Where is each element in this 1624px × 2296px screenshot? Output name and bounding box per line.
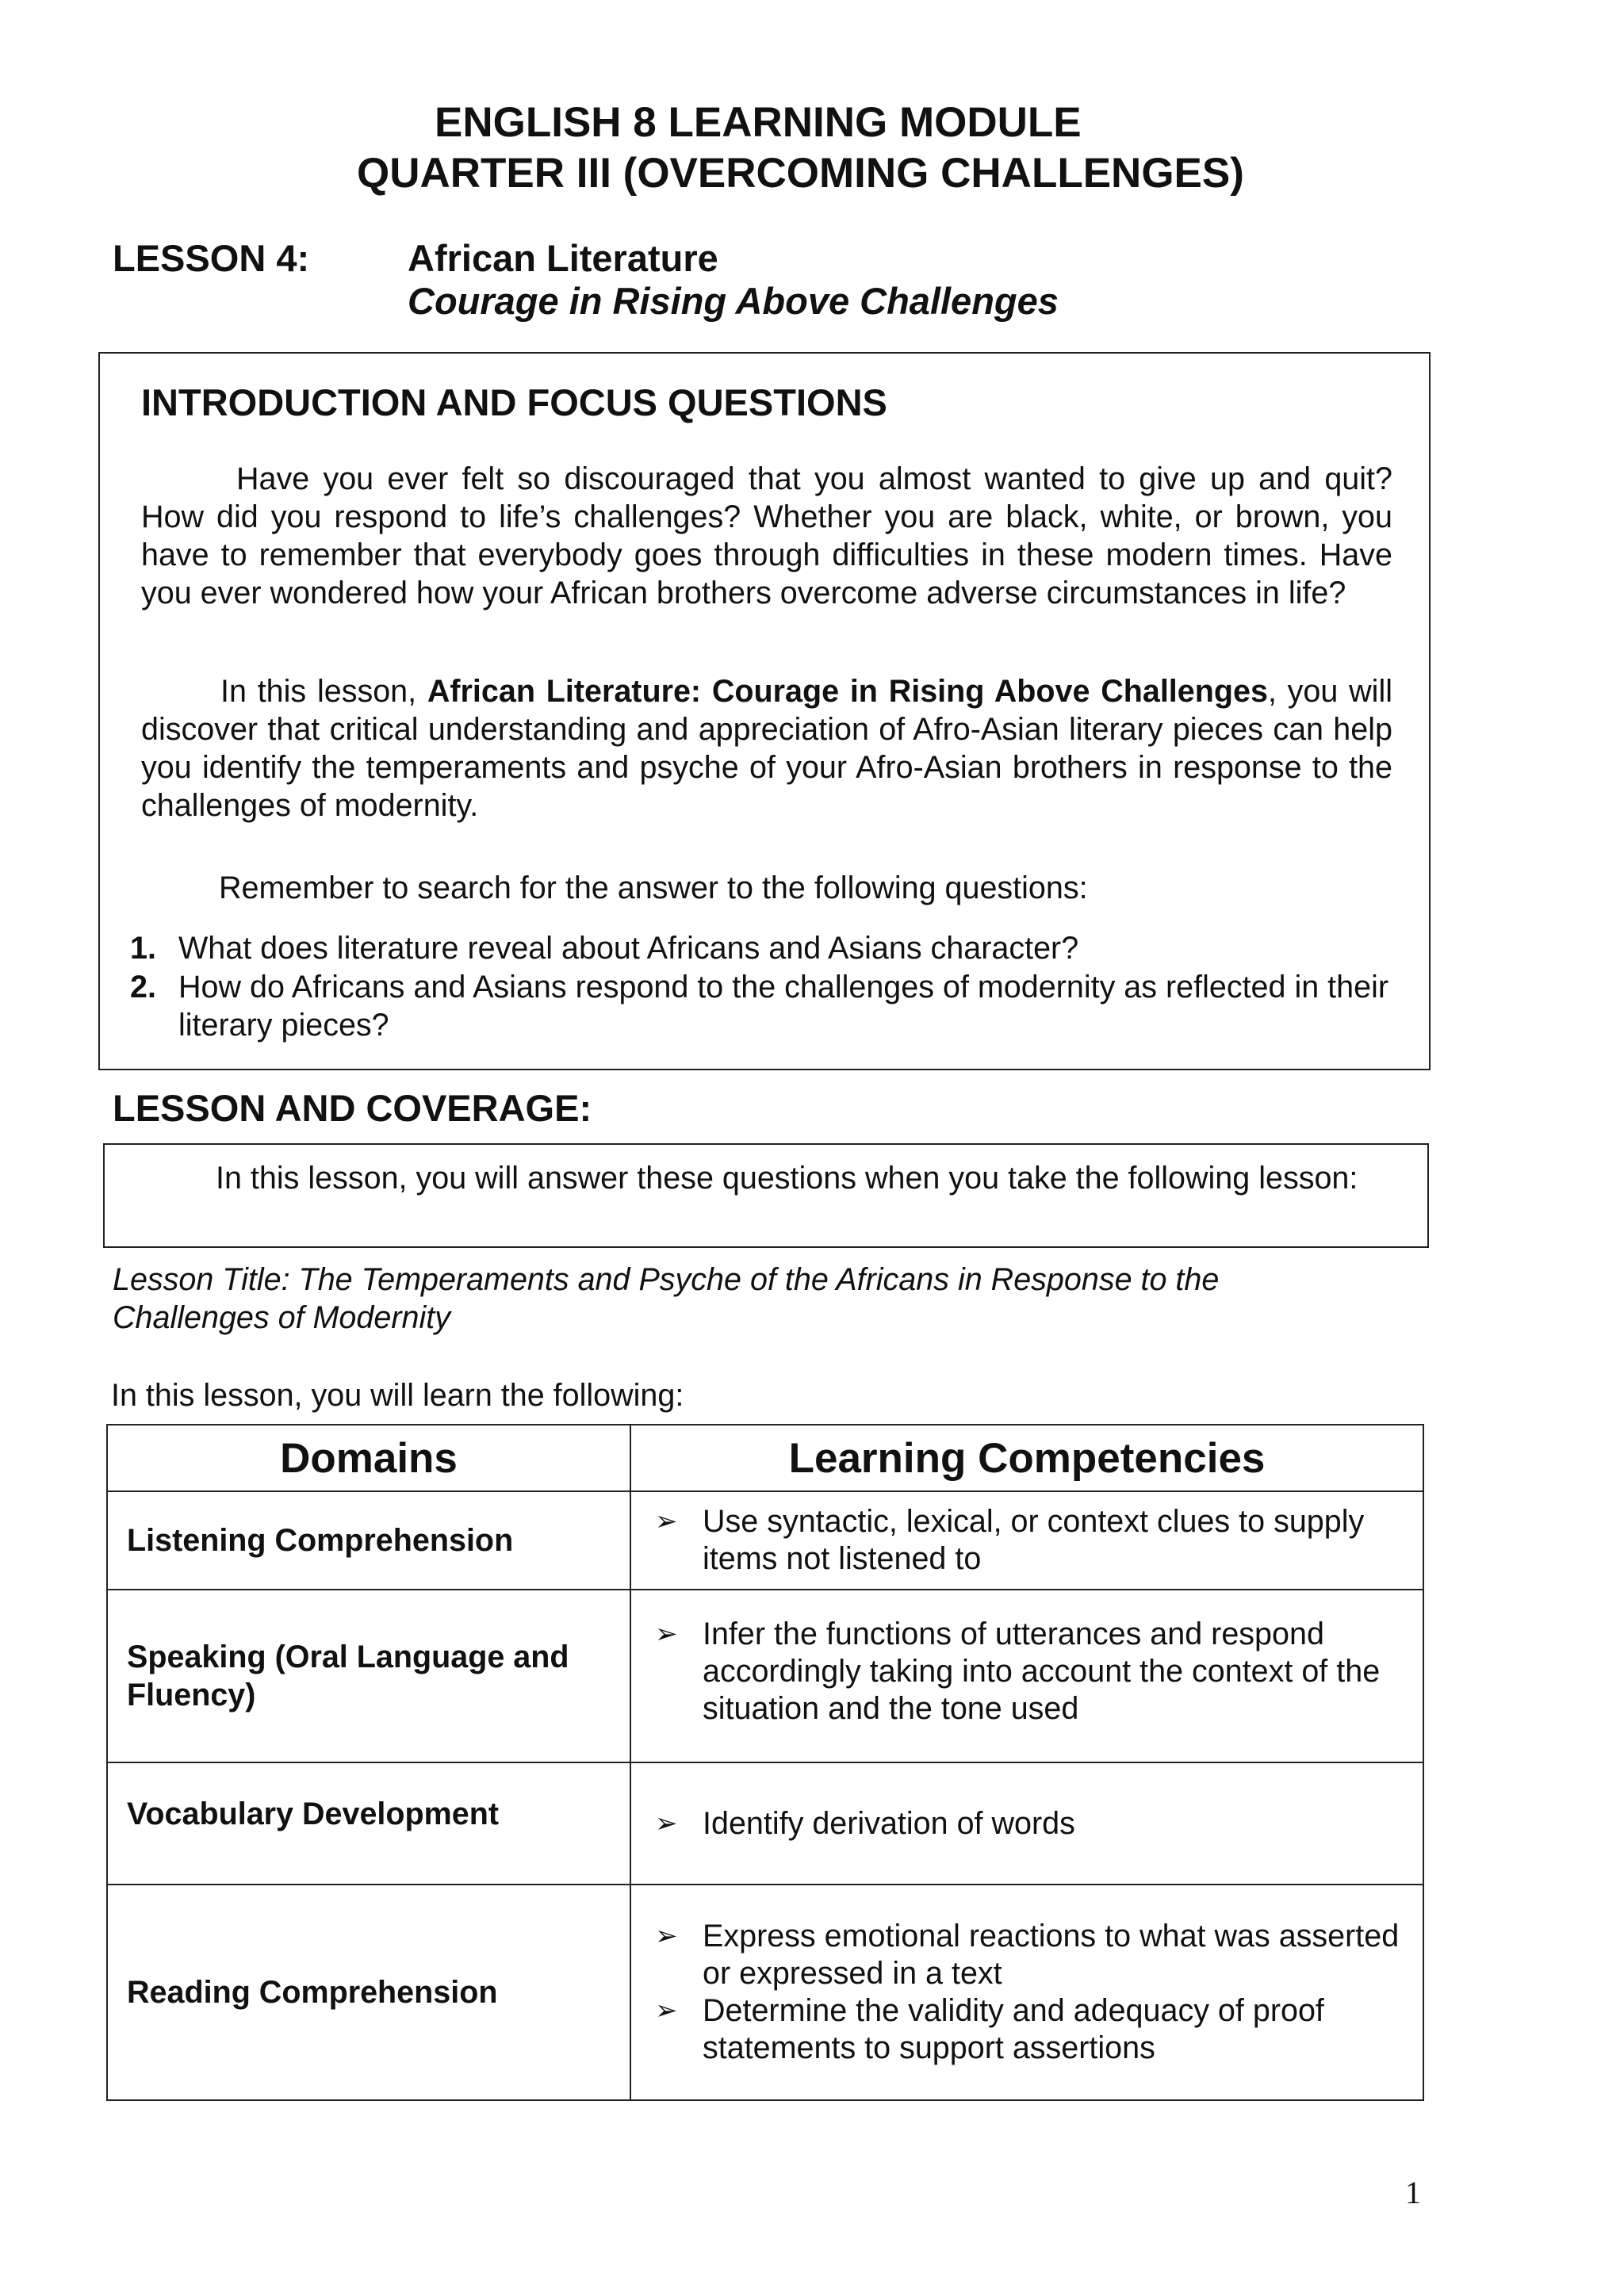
coverage-box [103, 1143, 1429, 1248]
competency-text: Use syntactic, lexical, or context clues to supply items not listened to [703, 1504, 1365, 1576]
intro-paragraph-1-text: Have you ever felt so discouraged that you almost wanted to give up and quit? How did you respond to life’s challenges? Whether you are black, white, or brown, you have to remember that everybody goes through difficulties in these modern times. Have you ever wondered how your African brothers overcome adverse circumstances in life? [141, 461, 1392, 610]
question-number: 1. [130, 931, 156, 966]
intro-paragraph-2-prefix: In this lesson, [220, 674, 427, 709]
column-header-competencies: Learning Competencies [630, 1425, 1423, 1491]
introduction-box [98, 352, 1431, 1070]
arrow-bullet-icon: ➢ [655, 1807, 678, 1839]
focus-question [130, 968, 1399, 1047]
intro-paragraph-1 [141, 460, 1392, 612]
arrow-bullet-icon: ➢ [655, 1618, 678, 1650]
coverage-box-text [119, 1159, 1404, 1197]
intro-paragraph-2-suffix: , you will discover that critical understanding and appreciation of Afro-Asian literary pieces can help you identify the temperaments and psyche of your Afro-Asian brothers in response to the challenges of modernity. [141, 674, 1392, 823]
domain-cell: Vocabulary Development [107, 1762, 630, 1885]
arrow-bullet-icon: ➢ [655, 1506, 678, 1537]
table-row [107, 1590, 1423, 1762]
lesson-label: LESSON 4: [113, 237, 310, 279]
column-header-domains: Domains [107, 1425, 630, 1491]
intro-heading: INTRODUCTION AND FOCUS QUESTIONS [141, 381, 887, 423]
lesson-title-line-2: Challenges of Modernity [113, 1300, 450, 1335]
learn-line: In this lesson, you will learn the following: [111, 1378, 684, 1413]
competency-cell [630, 1590, 1423, 1762]
question-text: How do Africans and Asians respond to the challenges of modernity as reflected in their literary pieces? [178, 970, 1389, 1043]
arrow-bullet-icon: ➢ [655, 1995, 678, 2026]
question-number: 2. [130, 970, 156, 1004]
page-number: 1 [1405, 2175, 1421, 2210]
intro-paragraph-2 [141, 672, 1392, 825]
competency-cell [630, 1491, 1423, 1590]
competency-text: Determine the validity and adequacy of proof statements to support assertions [703, 1993, 1324, 2065]
arrow-bullet-icon: ➢ [655, 1920, 678, 1952]
question-text: What does literature reveal about Africans and Asians character? [178, 931, 1079, 966]
domain-cell: Reading Comprehension [107, 1885, 630, 2100]
competency-item [655, 1918, 1404, 1992]
competency-item [655, 1992, 1404, 2067]
intro-paragraph-2-bold: African Literature: Courage in Rising Above Challenges [427, 674, 1268, 709]
lesson-topic: African Literature [408, 237, 718, 279]
focus-question [130, 929, 1399, 967]
competency-item [655, 1503, 1404, 1578]
quarter-title: QUARTER III (OVERCOMING CHALLENGES) [357, 150, 1244, 197]
coverage-heading: LESSON AND COVERAGE: [113, 1087, 592, 1129]
module-title: ENGLISH 8 LEARNING MODULE [435, 99, 1082, 146]
competency-text: Infer the functions of utterances and respond accordingly taking into account the context of the situation and the tone used [703, 1617, 1381, 1726]
competencies-table [106, 1424, 1424, 2101]
table-row [107, 1885, 1423, 2100]
competency-cell [630, 1762, 1423, 1885]
competency-cell [630, 1885, 1423, 2100]
lesson-title-line-1: Lesson Title: The Temperaments and Psyche of the Africans in Response to the [113, 1262, 1220, 1297]
lesson-subtitle: Courage in Rising Above Challenges [408, 280, 1059, 322]
competency-text: Express emotional reactions to what was asserted or expressed in a text [703, 1919, 1400, 1991]
domain-cell: Listening Comprehension [107, 1491, 630, 1590]
table-header-row [107, 1425, 1423, 1491]
remember-line: Remember to search for the answer to the following questions: [219, 871, 1088, 905]
table-row [107, 1491, 1423, 1590]
competency-item [655, 1616, 1404, 1728]
table-row [107, 1762, 1423, 1885]
competency-text: Identify derivation of words [703, 1805, 1075, 1841]
competency-item [655, 1805, 1404, 1843]
coverage-box-text-body: In this lesson, you will answer these questions when you take the following lesson: [216, 1161, 1358, 1196]
domain-cell: Speaking (Oral Language and Fluency) [107, 1590, 630, 1762]
